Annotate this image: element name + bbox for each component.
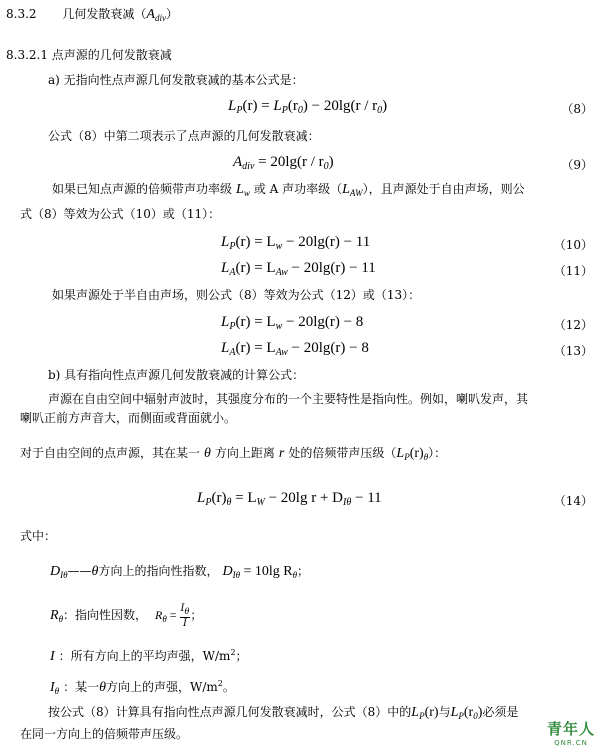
equation-13: $L_A(r) = L_{Aw} - 20\lg(r) - 8$ (221, 340, 369, 358)
definition-directivity-index: $D_{I\theta}——\theta$方向上的指向性指数， $D_{I\theta} = 10\lg$ $R_\theta$； (50, 564, 310, 580)
equation-13-number: （13） (553, 344, 593, 358)
equation-10-number: （10） (553, 238, 593, 252)
eq8-note: 公式（8）中第二项表示了点声源的几何发散衰减： (48, 129, 320, 143)
equation-11-number: （11） (553, 264, 593, 278)
where-label: 式中： (20, 529, 57, 543)
equation-8: $L_P(r) = L_P(r_0) - 20\lg(r / r_0)$ (228, 98, 388, 116)
watermark-logo: 青年人 QNR.CN (546, 720, 595, 747)
item-a: a) 无指向性点声源几何发散衰减的基本公式是： (48, 73, 304, 87)
definition-average-intensity: I ：所有方向上的平均声强，$W/m^2$； (50, 648, 248, 664)
equation-9-number: （9） (561, 158, 593, 172)
section-title-close: ） (165, 7, 178, 21)
equation-14: $L_P(r)_\theta = L_W - 20\lg$ $r + D_{I\theta} - 11$ (197, 490, 382, 508)
half-free-paragraph: 如果声源处于半自由声场，则公式（8）等效为公式（12）或（13）： (52, 288, 421, 302)
directivity-paragraph-line2: 喇叭正前方声音大，而侧面或背面就小。 (20, 411, 237, 425)
section-symbol: $A_{div}$ (146, 7, 166, 23)
equation-12-number: （12） (553, 318, 593, 332)
section-number: 8.3.2 (6, 7, 37, 21)
known-source-paragraph-line2: 式（8）等效为公式（10）或（11）： (20, 207, 221, 221)
final-paragraph-line1: 按公式（8）计算具有指向性点声源几何发散衰减时，公式（8）中的$L_P(r)$与$L_P(r_0)$必须是 (48, 705, 519, 721)
equation-14-number: （14） (553, 494, 593, 508)
equation-12: $L_P(r) = L_w - 20\lg(r) - 8$ (221, 314, 364, 332)
section-title: 几何发散衰减（ (62, 7, 147, 21)
section-heading (6, 6, 178, 23)
item-b: b) 具有指向性点声源几何发散衰减的计算公式： (48, 368, 305, 382)
directivity-paragraph-line1: 声源在自由空间中辐射声波时，其强度分布的一个主要特性是指向性。例如，喇叭发声，其 (48, 392, 529, 406)
equation-8-number: （8） (561, 102, 593, 116)
known-source-paragraph-line1: 如果已知点声源的倍频带声功率级 $L_w$ 或 A 声功率级$(L_{AW})$，且声源处于自由声场，则公 (52, 182, 525, 198)
equation-9: $A_{div} = 20\lg(r / r_0)$ (233, 154, 334, 172)
equation-11: $L_A(r) = L_{Aw} - 20\lg(r) - 11$ (221, 260, 376, 278)
definition-directivity-factor: $R_\theta$：指向性因数， $R_\theta$ = $\frac{I_\theta}{I}$ ； (50, 602, 203, 629)
free-space-paragraph: 对于自由空间的点声源，其在某一 θ 方向上距离 r 处的倍频带声压级$(L_P(r)_\theta)$： (20, 446, 447, 462)
subsection-heading: 8.3.2.1 点声源的几何发散衰减 (6, 48, 172, 62)
final-paragraph-line2: 在同一方向上的倍频带声压级。 (20, 727, 189, 741)
definition-direction-intensity: $I_\theta$ ：某一θ方向上的声强，$W/m^2$。 (50, 679, 235, 696)
equation-10: $L_P(r) = L_w - 20\lg(r) - 11$ (221, 234, 371, 252)
